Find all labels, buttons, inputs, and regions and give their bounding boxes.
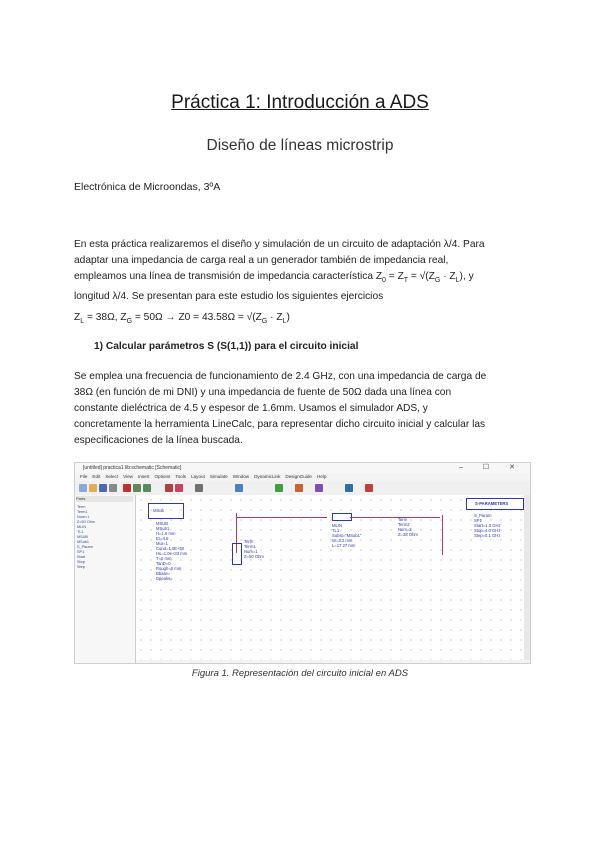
component-param: Subst="MSub1" xyxy=(332,533,362,538)
course-line: Electrónica de Microondas, 3ºA xyxy=(74,181,221,193)
window-title: [untitled] practica1 lib:schematic [Schematic] xyxy=(83,465,182,471)
component-param: H=1.6 mm xyxy=(156,531,176,536)
panel-item[interactable]: SP1 xyxy=(77,550,85,554)
component-param: Mur=1 xyxy=(156,541,168,546)
save-icon[interactable] xyxy=(99,484,107,492)
component-param: Num=2 xyxy=(398,527,412,532)
parts-panel xyxy=(75,495,136,663)
msub-block[interactable] xyxy=(148,503,184,519)
component-param: MSUB xyxy=(156,521,169,526)
component-param: Stop=4.0 GHz xyxy=(474,528,501,533)
component-param: Term xyxy=(398,517,408,522)
component-param: Num=1 xyxy=(244,549,258,554)
menu-item[interactable]: Simulate xyxy=(209,474,228,479)
menu-item[interactable]: Tools xyxy=(175,474,187,479)
linecalc-icon[interactable] xyxy=(365,484,373,492)
component-param: Rough=0 mm xyxy=(156,566,182,571)
component-param: Term1 xyxy=(244,544,256,549)
component-param: MLIN xyxy=(332,523,343,528)
body-line: concretamente la herramienta LineCalc, para representar dicho circuito inicial y calcular las xyxy=(74,419,486,430)
panel-item[interactable]: Start xyxy=(77,555,86,559)
wire xyxy=(350,517,440,518)
vertical-scrollbar[interactable] xyxy=(524,495,530,660)
zoom-icon[interactable] xyxy=(235,484,243,492)
term2-params xyxy=(398,517,418,537)
menu-item[interactable]: File xyxy=(80,474,88,479)
toolbar xyxy=(75,481,530,496)
schematic-canvas[interactable] xyxy=(136,495,524,660)
component-param: MSub1 xyxy=(156,526,170,531)
panel-item[interactable]: S_Param xyxy=(77,545,93,549)
component-param: Hu=1.0e+33 mm xyxy=(156,551,188,556)
menu-bar xyxy=(75,473,530,481)
component-param: Z=50 Ohm xyxy=(244,554,264,559)
delete-icon[interactable] xyxy=(123,484,131,492)
page-title: Práctica 1: Introducción a ADS xyxy=(171,92,429,113)
panel-item[interactable]: Step xyxy=(77,565,85,569)
wire-icon[interactable] xyxy=(195,484,203,492)
figure-caption: Figura 1. Representación del circuito inicial en ADS xyxy=(191,668,409,679)
intro-line: longitud λ/4. Se presentan para este estudio los siguientes ejercicios xyxy=(74,291,384,303)
component-param: W=3.2 mm xyxy=(332,538,353,543)
menu-item[interactable]: Insert xyxy=(137,474,150,479)
ads-screenshot xyxy=(74,462,531,664)
tune-icon[interactable] xyxy=(295,484,303,492)
component-param: Start=1.0 GHz xyxy=(474,523,501,528)
ground-icon[interactable] xyxy=(165,484,173,492)
window-controls[interactable]: – ☐ ✕ xyxy=(459,464,524,471)
component-param: Term2 xyxy=(398,522,410,527)
redo-icon[interactable] xyxy=(143,484,151,492)
component-param: TanD=0 xyxy=(156,561,171,566)
parts-panel-title: Parts xyxy=(76,496,133,502)
component-param: T=0 mm xyxy=(156,556,172,561)
component-param: Bbase= xyxy=(156,571,171,576)
intro-line: empleamos una línea de transmisión de impedancia característica $Z_0 = Z_T = √(Z_G \cdot Z_L)$, y xyxy=(74,271,474,285)
page-subtitle: Diseño de líneas microstrip xyxy=(206,137,394,154)
undo-icon[interactable] xyxy=(133,484,141,492)
panel-item[interactable]: MSub1 xyxy=(77,540,90,544)
component-param: Z=38 Ohm xyxy=(398,532,418,537)
body-line: constante dieléctrica de 4.5 y espesor de 1.6mm. Usamos el simulador ADS, y xyxy=(74,403,428,414)
menu-item[interactable]: Options xyxy=(154,474,171,479)
layout-icon[interactable] xyxy=(345,484,353,492)
impedance-formula: $Z_L = 38\Omega$, $Z_G = 50\Omega \to Z0 = 43.58\Omega = √(Z_G \cdot Z_L)$ xyxy=(74,312,290,326)
panel-item[interactable]: MSUB xyxy=(77,535,88,539)
menu-item[interactable]: Select xyxy=(105,474,119,479)
open-icon[interactable] xyxy=(89,484,97,492)
panel-item[interactable]: Num=1 xyxy=(77,515,90,519)
intro-line: adaptar una impedancia de carga real a un generador también de impedancia real, xyxy=(74,255,449,266)
print-icon[interactable] xyxy=(109,484,117,492)
menu-item[interactable]: Edit xyxy=(92,474,101,479)
tline-params xyxy=(332,523,361,548)
menu-item[interactable]: DesignGuide xyxy=(285,474,312,479)
wire xyxy=(237,517,327,518)
msub-label: MSub xyxy=(153,508,164,513)
msub-params xyxy=(156,521,187,581)
body-line: Se emplea una frecuencia de funcionamiento de 2.4 GHz, con una impedancia de carga de xyxy=(74,371,487,382)
component-param: L=17.27 mm xyxy=(332,543,356,548)
sparam-label: S-PARAMETERS xyxy=(475,501,509,506)
menu-item[interactable]: Layout xyxy=(191,474,205,479)
panel-item[interactable]: Stop xyxy=(77,560,85,564)
intro-paragraph xyxy=(74,237,530,305)
component-param: TL1 xyxy=(332,528,340,533)
component-param: Step=0.1 GHz xyxy=(474,533,501,538)
tline-symbol[interactable] xyxy=(332,513,352,521)
display-icon[interactable] xyxy=(315,484,323,492)
component-param: Er=4.5 xyxy=(156,536,169,541)
body-line: 38Ω (en función de mi DNI) y una impedancia de fuente de 50Ω dada una línea con xyxy=(74,387,452,398)
menu-item[interactable]: Window xyxy=(232,474,250,479)
menu-item[interactable]: View xyxy=(123,474,133,479)
panel-item[interactable]: Z=50 Ohm xyxy=(77,520,96,524)
sparam-block[interactable] xyxy=(466,498,524,510)
menu-item[interactable]: DynamicLink xyxy=(254,474,281,479)
panel-item[interactable]: Term1 xyxy=(77,510,88,514)
new-icon[interactable] xyxy=(79,484,87,492)
sparam-params xyxy=(474,513,501,538)
panel-item[interactable]: TL1 xyxy=(77,530,84,534)
section-heading: 1) Calcular parámetros S (S(1,1)) para el circuito inicial xyxy=(94,341,359,352)
term1-params xyxy=(244,539,264,559)
port-icon[interactable] xyxy=(175,484,183,492)
component-param: S_Param xyxy=(474,513,492,518)
body-line: especificaciones de la línea buscada. xyxy=(74,435,243,446)
simulate-icon[interactable] xyxy=(275,484,283,492)
component-param: Cond=1.0E+50 xyxy=(156,546,185,551)
component-param: SP1 xyxy=(474,518,482,523)
panel-item[interactable]: MLIN xyxy=(77,525,87,529)
intro-line: En esta práctica realizaremos el diseño y simulación de un circuito de adaptación λ/4. Para xyxy=(74,239,485,250)
component-param: Term xyxy=(244,539,254,544)
panel-item[interactable]: Term xyxy=(77,505,86,509)
body-paragraph xyxy=(74,369,530,449)
menu-item[interactable]: Help xyxy=(316,474,327,479)
term1-symbol[interactable] xyxy=(232,543,242,565)
wire xyxy=(442,515,443,555)
component-param: Dpeaks= xyxy=(156,576,173,581)
